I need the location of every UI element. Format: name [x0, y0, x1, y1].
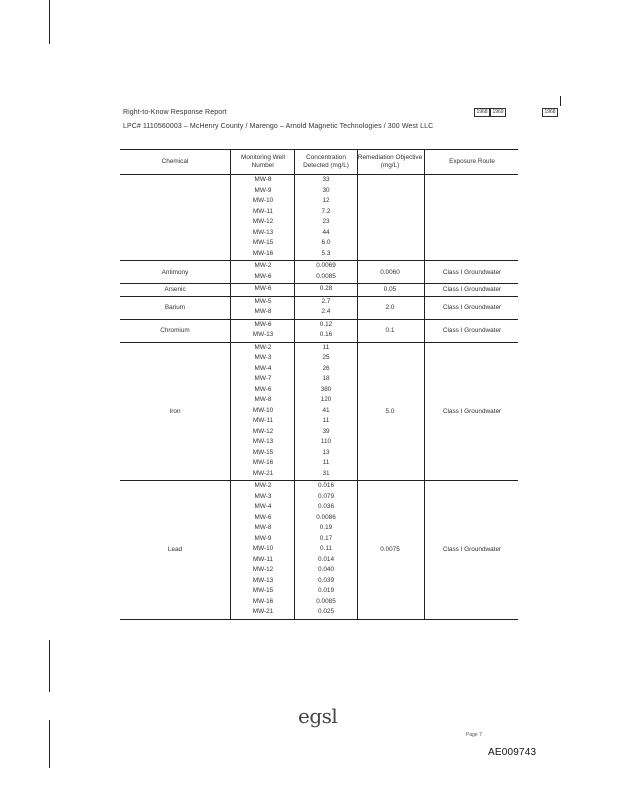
concentration-value: 0.0085: [316, 272, 336, 280]
well-column: [230, 343, 295, 481]
concentration-value: 11: [322, 417, 330, 424]
concentration-value: 0.28: [319, 285, 333, 292]
well-number: MW-16: [252, 597, 274, 605]
well-number: MW-11: [252, 207, 273, 215]
exposure-cell: Class I Groundwater: [424, 297, 519, 319]
concentration-value: 0.040: [318, 566, 334, 573]
table-group: [120, 320, 518, 343]
concentration-value: 0.025: [318, 608, 334, 615]
column-header-well: Monitoring Well Number: [230, 150, 295, 174]
concentration-value: 2.4: [321, 308, 331, 315]
concentration-value: 33: [322, 176, 330, 183]
well-number: MW-11: [252, 555, 273, 563]
well-number: MW-6: [254, 385, 272, 393]
concentration-value: 26: [322, 364, 330, 372]
chemical-cell: Antimony: [161, 268, 189, 276]
concentration-value: 11: [322, 459, 330, 466]
well-number: MW-8: [254, 176, 272, 183]
table-group: [120, 297, 518, 320]
well-number: MW-4: [254, 503, 272, 510]
table-body: [120, 175, 518, 620]
well-column: [230, 297, 295, 319]
chemical-cell: [120, 175, 230, 260]
concentration-value: 23: [322, 218, 330, 225]
concentration-value: 0.12: [319, 320, 333, 328]
chemical-cell: Arsenic: [164, 286, 186, 294]
concentration-value: 0.17: [319, 534, 333, 542]
concentration-value: 0.039: [318, 576, 334, 584]
concentration-value: 30: [322, 186, 330, 194]
concentration-value: 18: [322, 375, 330, 382]
concentration-column: [294, 261, 358, 283]
concentration-value: 0.014: [318, 555, 334, 563]
scan-mark: [49, 0, 50, 44]
remediation-cell: [356, 175, 424, 260]
well-column: [230, 261, 295, 283]
exposure-cell: Class I Groundwater: [424, 284, 519, 296]
concentration-value: 44: [322, 228, 330, 236]
well-number: MW-6: [254, 285, 272, 292]
concentration-value: 5.3: [321, 249, 331, 257]
concentration-value: 0.16: [319, 331, 333, 338]
well-number: MW-15: [252, 587, 274, 594]
remediation-cell: 0.1: [385, 327, 395, 334]
report-title: Right-to-Know Response Report: [123, 109, 227, 116]
chemical-cell: Lead: [167, 546, 183, 554]
exposure-cell: [424, 175, 519, 260]
concentration-value: 39: [322, 427, 330, 435]
results-table: [120, 149, 518, 620]
scan-mark: [49, 640, 50, 692]
well-number: MW-8: [254, 524, 272, 531]
concentration-value: 0.016: [318, 482, 334, 489]
well-number: MW-4: [254, 364, 272, 372]
column-header-exposure: Exposure Route: [424, 150, 519, 174]
concentration-value: 13: [322, 448, 330, 456]
well-number: MW-3: [254, 492, 272, 500]
well-number: MW-6: [254, 272, 272, 280]
concentration-column: [294, 343, 358, 481]
exposure-cell: Class I Groundwater: [424, 261, 519, 283]
chemical-cell: Barium: [164, 304, 186, 311]
well-number: MW-12: [252, 427, 274, 435]
page-number: Page 7: [466, 732, 482, 738]
well-number: MW-6: [254, 513, 272, 521]
column-header-concentration: Concentration Detected (mg/L): [294, 150, 358, 174]
table-group: [120, 481, 518, 620]
well-number: MW-2: [254, 343, 272, 351]
exposure-cell: Class I Groundwater: [424, 343, 519, 481]
well-number: MW-5: [254, 297, 272, 305]
well-number: MW-9: [254, 186, 272, 194]
well-column: [230, 481, 295, 619]
bates-number: AE009743: [488, 747, 537, 758]
well-number: MW-2: [254, 262, 272, 269]
concentration-value: 6.0: [321, 239, 331, 246]
chemical-cell: Chromium: [160, 327, 190, 334]
scan-mark: [49, 720, 50, 768]
concentration-value: 11: [322, 343, 330, 351]
well-number: MW-9: [254, 534, 272, 542]
column-header-chemical: Chemical: [161, 158, 189, 165]
concentration-column: [294, 175, 358, 260]
well-number: MW-6: [254, 320, 272, 328]
concentration-value: 0.0085: [316, 597, 336, 605]
well-number: MW-15: [252, 239, 274, 246]
well-number: MW-7: [254, 375, 272, 382]
concentration-value: 7.2: [321, 207, 331, 215]
remediation-cell: 5.0: [385, 407, 395, 415]
well-number: MW-13: [252, 228, 274, 236]
well-number: MW-13: [252, 331, 274, 338]
concentration-column: [294, 284, 358, 296]
well-number: MW-10: [252, 406, 274, 414]
concentration-value: 0.019: [318, 587, 334, 594]
concentration-value: 110: [320, 438, 332, 445]
well-column: [230, 320, 295, 342]
well-number: MW-8: [254, 308, 272, 315]
table-group: [120, 284, 518, 297]
logo: egsl: [298, 704, 338, 728]
concentration-value: 0.19: [319, 524, 333, 531]
well-number: MW-2: [254, 482, 272, 489]
well-number: MW-10: [252, 545, 274, 552]
well-number: MW-13: [252, 438, 274, 445]
exposure-cell: Class I Groundwater: [424, 320, 519, 342]
well-number: MW-3: [254, 354, 272, 361]
stamp: 1968: [542, 108, 558, 117]
concentration-value: 0.0069: [316, 262, 336, 269]
well-number: MW-16: [252, 249, 274, 257]
concentration-value: 0.079: [318, 492, 334, 500]
table-group: [120, 261, 518, 284]
table-group: [120, 343, 518, 482]
concentration-value: 120: [320, 396, 332, 403]
exposure-cell: Class I Groundwater: [424, 481, 519, 619]
well-number: MW-12: [252, 566, 274, 573]
concentration-column: [294, 320, 358, 342]
table-header: [120, 149, 518, 175]
well-number: MW-16: [252, 459, 274, 466]
remediation-cell: 2.0: [385, 304, 395, 311]
concentration-value: 0.036: [318, 503, 334, 510]
chemical-cell: Iron: [169, 407, 181, 415]
well-number: MW-8: [254, 396, 272, 403]
remediation-cell: 0.0060: [380, 268, 400, 276]
well-number: MW-13: [252, 576, 274, 584]
well-column: [230, 284, 295, 296]
concentration-value: 31: [322, 469, 330, 477]
column-header-remediation: Remediation Objective (mg/L): [357, 154, 423, 169]
concentration-value: 25: [322, 354, 330, 361]
well-number: MW-11: [252, 417, 273, 424]
stamp: 1968: [474, 108, 490, 117]
scan-mark: [560, 96, 561, 106]
well-number: MW-21: [252, 608, 274, 615]
concentration-value: 0.0086: [316, 513, 336, 521]
concentration-value: 2.7: [321, 297, 331, 305]
well-number: MW-21: [252, 469, 274, 477]
concentration-value: 0.11: [320, 545, 332, 552]
stamp: 1969: [490, 108, 506, 117]
well-number: MW-15: [252, 448, 274, 456]
well-number: MW-12: [252, 218, 274, 225]
concentration-column: [294, 297, 358, 319]
concentration-value: 41: [322, 406, 330, 414]
concentration-value: 380: [320, 385, 332, 393]
concentration-value: 12: [322, 197, 330, 204]
report-subtitle: LPC# 1110560003 – McHenry County / Marengo – Arnold Magnetic Technologies / 300 West LLC: [123, 123, 434, 130]
remediation-cell: 0.0075: [380, 546, 400, 554]
well-number: MW-10: [252, 197, 274, 204]
well-column: [230, 175, 295, 260]
concentration-column: [294, 481, 358, 619]
remediation-cell: 0.05: [383, 286, 397, 294]
table-group: [120, 175, 518, 261]
